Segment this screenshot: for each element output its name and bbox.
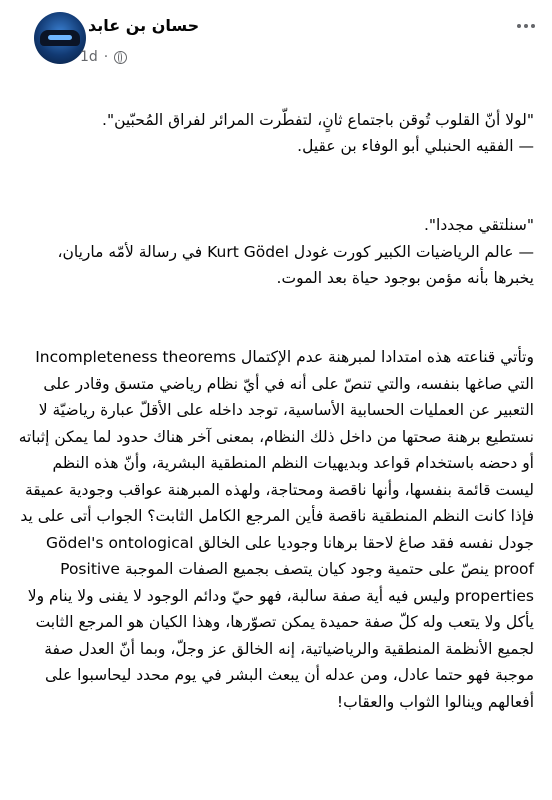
post-header <box>0 0 552 78</box>
more-dot-1 <box>517 24 521 28</box>
avatar[interactable] <box>34 12 86 64</box>
globe-icon[interactable] <box>114 51 127 64</box>
more-dot-2 <box>524 24 528 28</box>
post-body <box>18 80 534 742</box>
author-name[interactable]: حسان بن عابد <box>88 16 200 35</box>
post-timestamp[interactable]: 1d <box>80 49 98 65</box>
post-paragraph-1: "لولا أنّ القلوب تُوقن باجتماع ثانٍ، لتفطّرت المرائر لفراق المُحبّين". — الفقيه الحنبلي أبو الوفاء بن عقيل. <box>102 110 534 155</box>
post-paragraph-3: وتأتي قناعته هذه امتدادا لمبرهنة عدم الإكتمال Incompleteness theorems التي صاغها بنفسه، والتي تنصّ على أنه في أيّ نظام رياضي متسق وقادر على التعبير عن العمليات الحسابية الأساسية، توجد داخله على الأقلّ عبارة رياضيّة لا نستطيع برهنة صحتها من داخل ذلك النظام، بمعنى آخر هناك حدود لما يمكن إثباته أو دحضه باستخدام قواعد وبديهيات النظم المنطقية البشرية، وأنّ هذه النظم ليست قائمة بنفسها، وأنها ناقصة ومحتاجة، ولهذه المبرهنة عواقب وجودية عميقة فإذا كانت النظم المنطقية ناقصة فأين المرجع الكامل الثابت؟ الجواب أتى على يد جودل نفسه فقد صاغ لاحقا برهانا وجوديا على الخالق Gödel's ontological proof ينصّ على حتمية وجود كيان يتصف بجميع الصفات الموجبة Positive properties وليس فيه أية صفة سالبة، فهو حيّ ودائم الوجود لا يفنى ولا ينام ولا يأكل ولا يتعب وله كلّ صفة حميدة يمكن تصوّرها، وهذا الكيان هو المرجع الثابت لجميع الأنظمة المنطقية والرياضياتية، إنه الخالق عز وجلّ، وبما أنّ العدل صفة موجبة فهو حتما عادل، ومن عدله أن يبعث البشر في يوم محدد ليحاسبوا على أفعالهم وينالوا الثواب والعقاب! <box>18 348 534 711</box>
post-meta <box>80 49 127 65</box>
avatar-eyes-shape <box>48 35 72 40</box>
more-dot-3 <box>531 24 535 28</box>
post-paragraph-2: "سنلتقي مجددا". — عالم الرياضيات الكبير كورت غودل Kurt Gödel في رسالة لأمّه ماريان، يخبرها بأنه مؤمن بوجود حياة بعد الموت. <box>57 216 534 287</box>
more-options-icon[interactable] <box>512 12 540 40</box>
meta-separator: · <box>103 49 109 65</box>
